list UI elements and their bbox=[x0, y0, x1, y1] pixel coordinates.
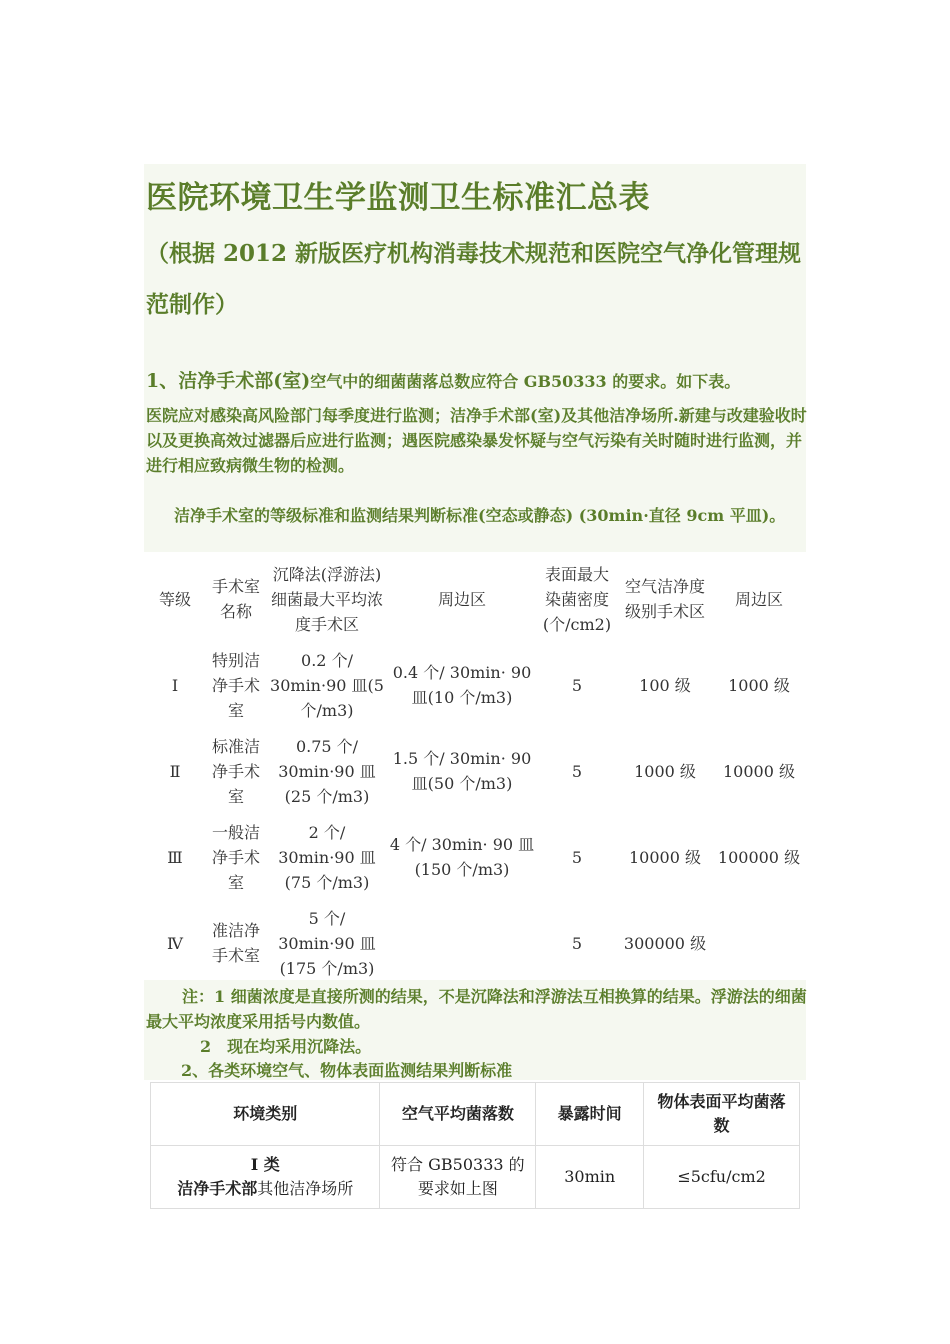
table1-header-cell: 等级 bbox=[158, 589, 191, 609]
table-row bbox=[145, 642, 805, 728]
table2-air-cell: 符合 GB50333 的要求如上图 bbox=[380, 1146, 536, 1209]
table2-time-cell: 30min bbox=[536, 1146, 644, 1209]
table2-surface-cell: ≤5cfu/cm2 bbox=[644, 1146, 800, 1209]
table1-cell: 标准洁净手术室 bbox=[211, 736, 260, 806]
category-description bbox=[157, 1177, 373, 1201]
table2-header-cell: 环境类别 bbox=[151, 1083, 380, 1146]
table1-cell: Ⅰ bbox=[171, 675, 179, 695]
table1-header-row bbox=[145, 556, 805, 642]
table1-note-2: 2 现在均采用沉降法。 bbox=[200, 1037, 372, 1056]
table1-cell: 5 个/ 30min·90 皿(175 个/m3) bbox=[278, 908, 376, 978]
table1-cell: 5 bbox=[571, 761, 583, 781]
section2-heading: 2、各类环境空气、物体表面监测结果判断标准 bbox=[181, 1061, 513, 1080]
table1-cell: 特别洁净手术室 bbox=[211, 650, 260, 720]
table1-cell: Ⅳ bbox=[167, 933, 183, 953]
section1-paragraph: 医院应对感染高风险部门每季度进行监测；洁净手术部(室)及其他洁净场所.新建与改建验收时以及更换高效过滤器后应进行监测；遇医院感染暴发怀疑与空气污染有关时随时进行监测，并进行相应致病微生物的检测。 bbox=[146, 406, 807, 475]
table2-header-cell: 空气平均菌落数 bbox=[380, 1083, 536, 1146]
table1-cell: 100000 级 bbox=[717, 847, 801, 867]
section1-heading bbox=[146, 366, 740, 393]
table1-cell: 5 bbox=[571, 675, 583, 695]
table1-header-cell: 手术室名称 bbox=[211, 577, 260, 621]
table1-header-cell: 沉降法(浮游法)细菌最大平均浓度手术区 bbox=[270, 564, 383, 634]
table-row bbox=[151, 1146, 800, 1209]
table1-header-cell: 空气洁净度级别手术区 bbox=[624, 577, 705, 621]
table1-cell bbox=[387, 900, 537, 986]
table-row bbox=[145, 900, 805, 986]
table1-cell: 0.4 个/ 30min· 90 皿(10 个/m3) bbox=[392, 663, 532, 707]
header-panel-background bbox=[144, 164, 806, 552]
table-row bbox=[145, 728, 805, 814]
table1-cell: 一般洁净手术室 bbox=[211, 822, 260, 892]
table1-header-cell: 周边区 bbox=[437, 589, 486, 609]
table1-cell bbox=[713, 900, 805, 986]
table1-cell: 5 bbox=[571, 933, 583, 953]
table1-note-1: 注：1 细菌浓度是直接所测的结果，不是沉降法和浮游法互相换算的结果。浮游法的细菌最大平均浓度采用括号内数值。 bbox=[146, 987, 807, 1031]
table-row bbox=[145, 814, 805, 900]
table1-cell: Ⅱ bbox=[169, 761, 181, 781]
table1-cell: 2 个/ 30min·90 皿(75 个/m3) bbox=[278, 822, 376, 892]
table2-header-cell: 物体表面平均菌落数 bbox=[644, 1083, 800, 1146]
category-rest-part: 其他洁净场所 bbox=[257, 1179, 354, 1198]
clean-operating-room-standards-table bbox=[145, 556, 805, 986]
category-bold-part: 洁净手术部 bbox=[177, 1179, 258, 1198]
table1-cell: 1000 级 bbox=[728, 675, 790, 695]
table1-header-cell: 周边区 bbox=[734, 589, 783, 609]
section1-heading-rest: 空气中的细菌菌落总数应符合 GB50333 的要求。如下表。 bbox=[310, 372, 741, 391]
table1-cell: 4 个/ 30min· 90 皿(150 个/m3) bbox=[389, 835, 535, 879]
table1-cell: 10000 级 bbox=[629, 847, 701, 867]
table1-cell: 1.5 个/ 30min· 90 皿(50 个/m3) bbox=[392, 749, 532, 793]
environment-monitoring-standards-table bbox=[150, 1082, 800, 1209]
table1-cell: Ⅲ bbox=[167, 847, 183, 867]
table1-cell: 10000 级 bbox=[723, 761, 795, 781]
table2-header-cell: 暴露时间 bbox=[536, 1083, 644, 1146]
table1-cell: 0.2 个/ 30min·90 皿(5 个/m3) bbox=[270, 650, 384, 720]
document-title: 医院环境卫生学监测卫生标准汇总表 bbox=[146, 180, 650, 216]
category-class-label: Ⅰ 类 bbox=[250, 1155, 280, 1174]
table1-cell: 100 级 bbox=[639, 675, 691, 695]
table1-header-cell: 表面最大染菌密度(个/cm2) bbox=[542, 564, 612, 634]
table2-category-cell bbox=[151, 1146, 380, 1209]
table2-header-row bbox=[151, 1083, 800, 1146]
table1-cell: 准洁净手术室 bbox=[211, 921, 260, 965]
section1-heading-strong: 1、洁净手术部(室) bbox=[146, 370, 311, 392]
document-subtitle: （根据 2012 新版医疗机构消毒技术规范和医院空气净化管理规范制作） bbox=[146, 240, 802, 318]
table1-cell: 300000 级 bbox=[623, 933, 707, 953]
table1-caption: 洁净手术室的等级标准和监测结果判断标准(空态或静态) (30min·直径 9cm 平皿)。 bbox=[174, 506, 786, 525]
table1-cell: 1000 级 bbox=[634, 761, 696, 781]
table1-cell: 5 bbox=[571, 847, 583, 867]
table1-cell: 0.75 个/ 30min·90 皿(25 个/m3) bbox=[278, 736, 376, 806]
